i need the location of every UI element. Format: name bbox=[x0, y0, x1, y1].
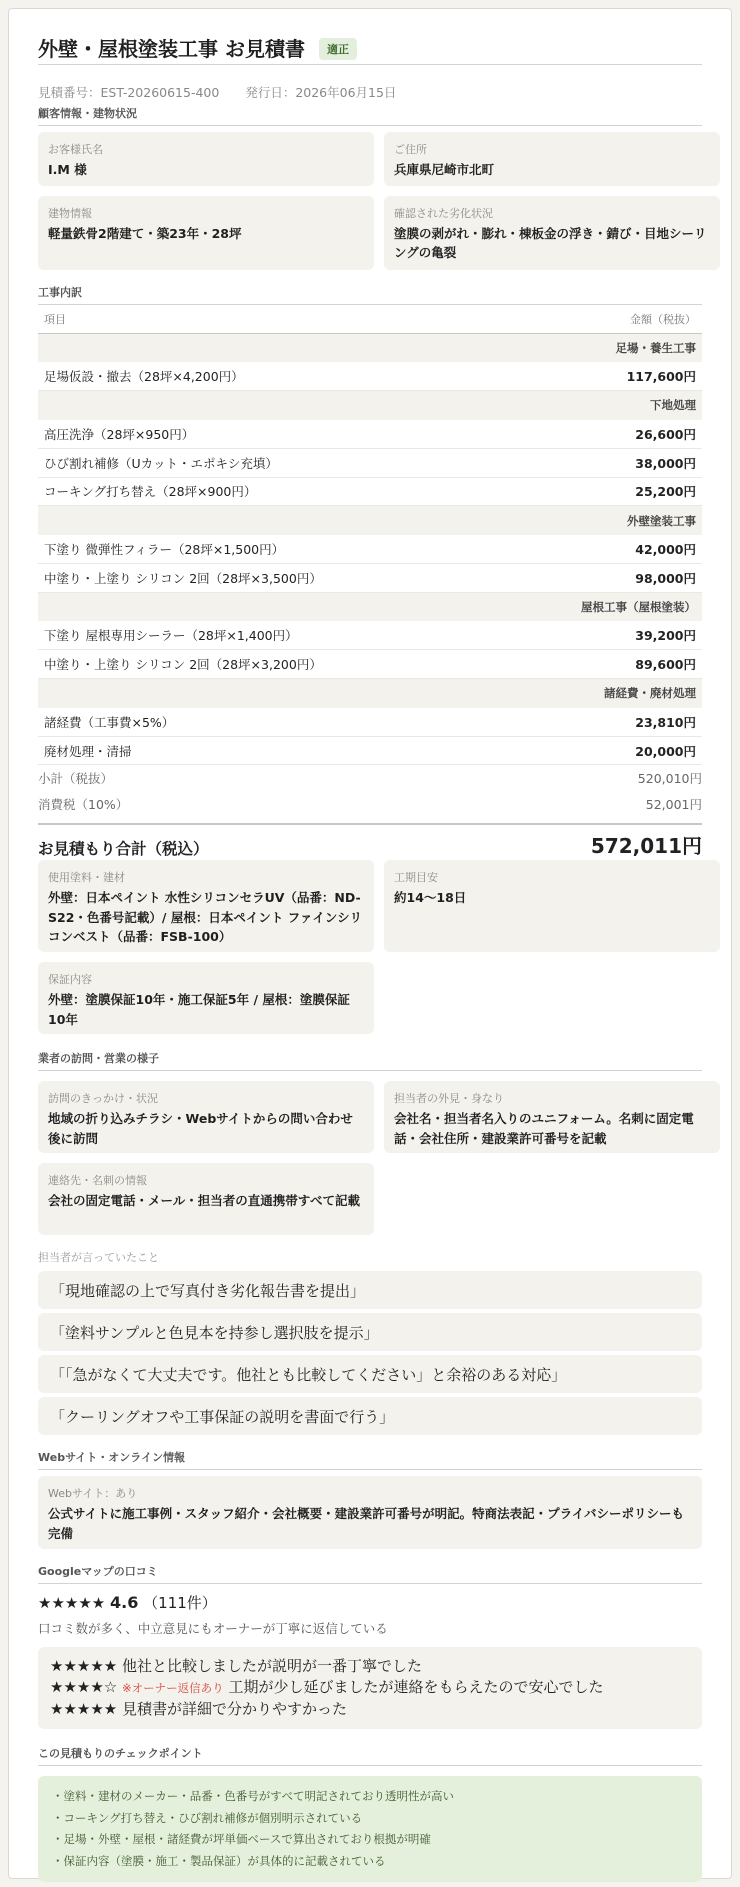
quote-item: 「現地確認の上で写真付き劣化報告書を提出」 bbox=[38, 1271, 702, 1309]
review-text: 他社と比較しましたが説明が一番丁寧でした bbox=[122, 1657, 423, 1676]
tax-label: 消費税（10%） bbox=[38, 796, 129, 812]
title-bar bbox=[38, 9, 702, 65]
building-info-card bbox=[38, 196, 374, 270]
visit-grid bbox=[38, 1081, 702, 1235]
estimate-document bbox=[8, 8, 732, 1879]
google-summary: 口コミ数が多く、中立意見にもオーナーが丁寧に返信している bbox=[38, 1621, 388, 1637]
column-header-amount: 金額（税抜） bbox=[556, 305, 702, 333]
visit-trigger-label: 訪問のきっかけ・状況 bbox=[48, 1092, 158, 1106]
category-row: 下地処理 bbox=[38, 391, 702, 420]
section-visit-title: 業者の訪問・営業の様子 bbox=[38, 1050, 702, 1071]
customer-name: I.M 様 bbox=[48, 162, 87, 177]
item-amount: 38,000円 bbox=[556, 448, 702, 477]
table-row bbox=[38, 448, 702, 477]
customer-address-card bbox=[384, 132, 720, 186]
subtotal-label: 小計（税抜） bbox=[38, 771, 114, 787]
document-meta bbox=[38, 65, 702, 105]
table-row bbox=[38, 736, 702, 765]
item-name: 諸経費（工事費×5%） bbox=[38, 708, 556, 737]
total-row bbox=[38, 823, 702, 860]
review-list bbox=[38, 1647, 702, 1729]
table-row bbox=[38, 563, 702, 592]
total-label: お見積もり合計（税込） bbox=[38, 840, 209, 859]
visit-trigger: 地域の折り込みチラシ・Webサイトからの問い合わせ後に訪問 bbox=[48, 1111, 353, 1146]
item-name: コーキング打ち替え（28坪×900円） bbox=[38, 477, 556, 506]
paint-card bbox=[38, 860, 374, 952]
visit-trigger-card bbox=[38, 1081, 374, 1153]
rating-stars: ★★★★★ bbox=[38, 1594, 106, 1613]
quote-item: 「「急がなくて大丈夫です。他社とも比較してください」と余裕のある対応」 bbox=[38, 1355, 702, 1393]
customer-address: 兵庫県尼崎市北町 bbox=[394, 162, 495, 177]
rating-score: 4.6 bbox=[110, 1593, 139, 1613]
section-breakdown-title: 工事内訳 bbox=[38, 284, 702, 305]
item-amount: 39,200円 bbox=[556, 621, 702, 650]
item-name: 下塗り 屋根専用シーラー（28坪×1,400円） bbox=[38, 621, 556, 650]
building-info-label: 建物情報 bbox=[48, 207, 92, 220]
contact-card bbox=[38, 1163, 374, 1235]
item-name: 高圧洗浄（28坪×950円） bbox=[38, 420, 556, 449]
item-amount: 117,600円 bbox=[556, 362, 702, 391]
details-grid bbox=[38, 860, 702, 1034]
estimate-table bbox=[38, 305, 702, 765]
table-row bbox=[38, 621, 702, 650]
review-item bbox=[50, 1656, 690, 1677]
owner-reply-note: ※オーナー返信あり bbox=[122, 1681, 224, 1696]
review-stars: ★★★★☆ bbox=[50, 1678, 118, 1697]
appearance-card bbox=[384, 1081, 720, 1153]
customer-name-card bbox=[38, 132, 374, 186]
item-amount: 26,600円 bbox=[556, 420, 702, 449]
table-row bbox=[38, 535, 702, 564]
quotes-list bbox=[38, 1271, 702, 1435]
checkpoint-item: ・保証内容（塗膜・施工・製品保証）が具体的に記載されている bbox=[52, 1853, 386, 1868]
checkpoint-item: ・足場・外壁・屋根・諸経費が坪単価ベースで算出されており根拠が明確 bbox=[52, 1832, 431, 1847]
section-customer-title: 顧客情報・建物状況 bbox=[38, 105, 702, 126]
warranty-card bbox=[38, 962, 374, 1034]
google-rating bbox=[38, 1592, 702, 1613]
table-row bbox=[38, 362, 702, 391]
item-name: 足場仮設・撤去（28坪×4,200円） bbox=[38, 362, 556, 391]
issue-date: 発行日：2026年06月15日 bbox=[245, 85, 397, 100]
section-checkpoints-title: この見積もりのチェックポイント bbox=[38, 1745, 702, 1766]
customer-grid bbox=[38, 132, 707, 270]
section-website-title: Webサイト・オンライン情報 bbox=[38, 1449, 702, 1470]
period-value: 約14〜18日 bbox=[394, 890, 467, 906]
page-title: 外壁・屋根塗装工事 お見積書 bbox=[38, 37, 305, 61]
customer-name-label: お客様氏名 bbox=[48, 143, 103, 156]
review-text: 工期が少し延びましたが連絡をもらえたので安心でした bbox=[228, 1678, 604, 1697]
item-name: 下塗り 微弾性フィラー（28坪×1,500円） bbox=[38, 535, 556, 564]
review-text: 見積書が詳細で分かりやすかった bbox=[122, 1700, 348, 1719]
quote-item: 「クーリングオフや工事保証の説明を書面で行う」 bbox=[38, 1397, 702, 1435]
table-row bbox=[38, 650, 702, 679]
category-row: 諸経費・廃材処理 bbox=[38, 679, 702, 708]
item-amount: 98,000円 bbox=[556, 563, 702, 592]
contact-info: 会社の固定電話・メール・担当者の直通携帯すべて記載 bbox=[48, 1193, 361, 1209]
category-row: 足場・養生工事 bbox=[38, 333, 702, 362]
quote-item: 「塗料サンプルと色見本を持参し選択肢を提示」 bbox=[38, 1313, 702, 1351]
website-info: 公式サイトに施工事例・スタッフ紹介・会社概要・建設業許可番号が明記。特商法表記・プライバシーポリシーも完備 bbox=[48, 1506, 685, 1541]
damage-card bbox=[384, 196, 720, 270]
appearance-label: 担当者の外見・身なり bbox=[394, 1092, 504, 1106]
item-name: 中塗り・上塗り シリコン 2回（28坪×3,200円） bbox=[38, 650, 556, 679]
website-card bbox=[38, 1476, 702, 1549]
review-stars: ★★★★★ bbox=[50, 1657, 118, 1676]
section-quotes-title: 担当者が言っていたこと bbox=[38, 1251, 159, 1265]
review-item bbox=[50, 1699, 690, 1720]
damage-label: 確認された劣化状況 bbox=[394, 207, 493, 220]
category-row: 屋根工事（屋根塗装） bbox=[38, 592, 702, 621]
damage-status: 塗膜の剥がれ・膨れ・棟板金の浮き・錆び・目地シーリングの亀裂 bbox=[394, 226, 707, 261]
status-badge: 適正 bbox=[319, 38, 357, 60]
website-label: Webサイト：あり bbox=[48, 1487, 138, 1501]
paint-label: 使用塗料・建材 bbox=[48, 871, 125, 885]
column-header-item: 項目 bbox=[38, 305, 556, 333]
checkpoint-item: ・塗料・建材のメーカー・品番・色番号がすべて明記されており透明性が高い bbox=[52, 1789, 455, 1804]
review-stars: ★★★★★ bbox=[50, 1700, 118, 1719]
table-row bbox=[38, 708, 702, 737]
item-name: 廃材処理・清掃 bbox=[38, 736, 556, 765]
review-item bbox=[50, 1677, 690, 1699]
subtotal-value: 520,010円 bbox=[637, 771, 702, 787]
subtotal-row bbox=[38, 765, 702, 791]
item-amount: 23,810円 bbox=[556, 708, 702, 737]
item-name: ひび割れ補修（Uカット・エポキシ充填） bbox=[38, 448, 556, 477]
section-google-title: Googleマップの口コミ bbox=[38, 1563, 702, 1584]
building-info: 軽量鉄骨2階建て・築23年・28坪 bbox=[48, 226, 242, 241]
period-card bbox=[384, 860, 720, 952]
review-count: （111件） bbox=[143, 1594, 217, 1613]
item-amount: 89,600円 bbox=[556, 650, 702, 679]
period-label: 工期目安 bbox=[394, 871, 438, 885]
tax-value: 52,001円 bbox=[645, 796, 702, 812]
category-row: 外壁塗装工事 bbox=[38, 506, 702, 535]
table-row bbox=[38, 420, 702, 449]
item-amount: 20,000円 bbox=[556, 736, 702, 765]
item-amount: 42,000円 bbox=[556, 535, 702, 564]
checkpoints-box bbox=[38, 1776, 702, 1882]
checkpoint-item: ・コーキング打ち替え・ひび割れ補修が個別明示されている bbox=[52, 1810, 363, 1825]
contact-label: 連絡先・名刺の情報 bbox=[48, 1174, 147, 1188]
tax-row bbox=[38, 791, 702, 817]
customer-address-label: ご住所 bbox=[394, 143, 427, 156]
paint-info: 外壁：日本ペイント 水性シリコンセラUV（品番：ND-S22・色番号記載）/ 屋根：日本ペイント ファインシリコンベスト（品番：FSB-100） bbox=[48, 890, 363, 945]
warranty-label: 保証内容 bbox=[48, 973, 92, 987]
warranty-info: 外壁：塗膜保証10年・施工保証5年 / 屋根：塗膜保証10年 bbox=[48, 992, 350, 1027]
estimate-number: 見積番号：EST-20260615-400 bbox=[38, 85, 220, 100]
total-value: 572,011円 bbox=[590, 834, 702, 859]
appearance-info: 会社名・担当者名入りのユニフォーム。名刺に固定電話・会社住所・建設業許可番号を記載 bbox=[394, 1111, 694, 1146]
item-amount: 25,200円 bbox=[556, 477, 702, 506]
table-row bbox=[38, 477, 702, 506]
item-name: 中塗り・上塗り シリコン 2回（28坪×3,500円） bbox=[38, 563, 556, 592]
